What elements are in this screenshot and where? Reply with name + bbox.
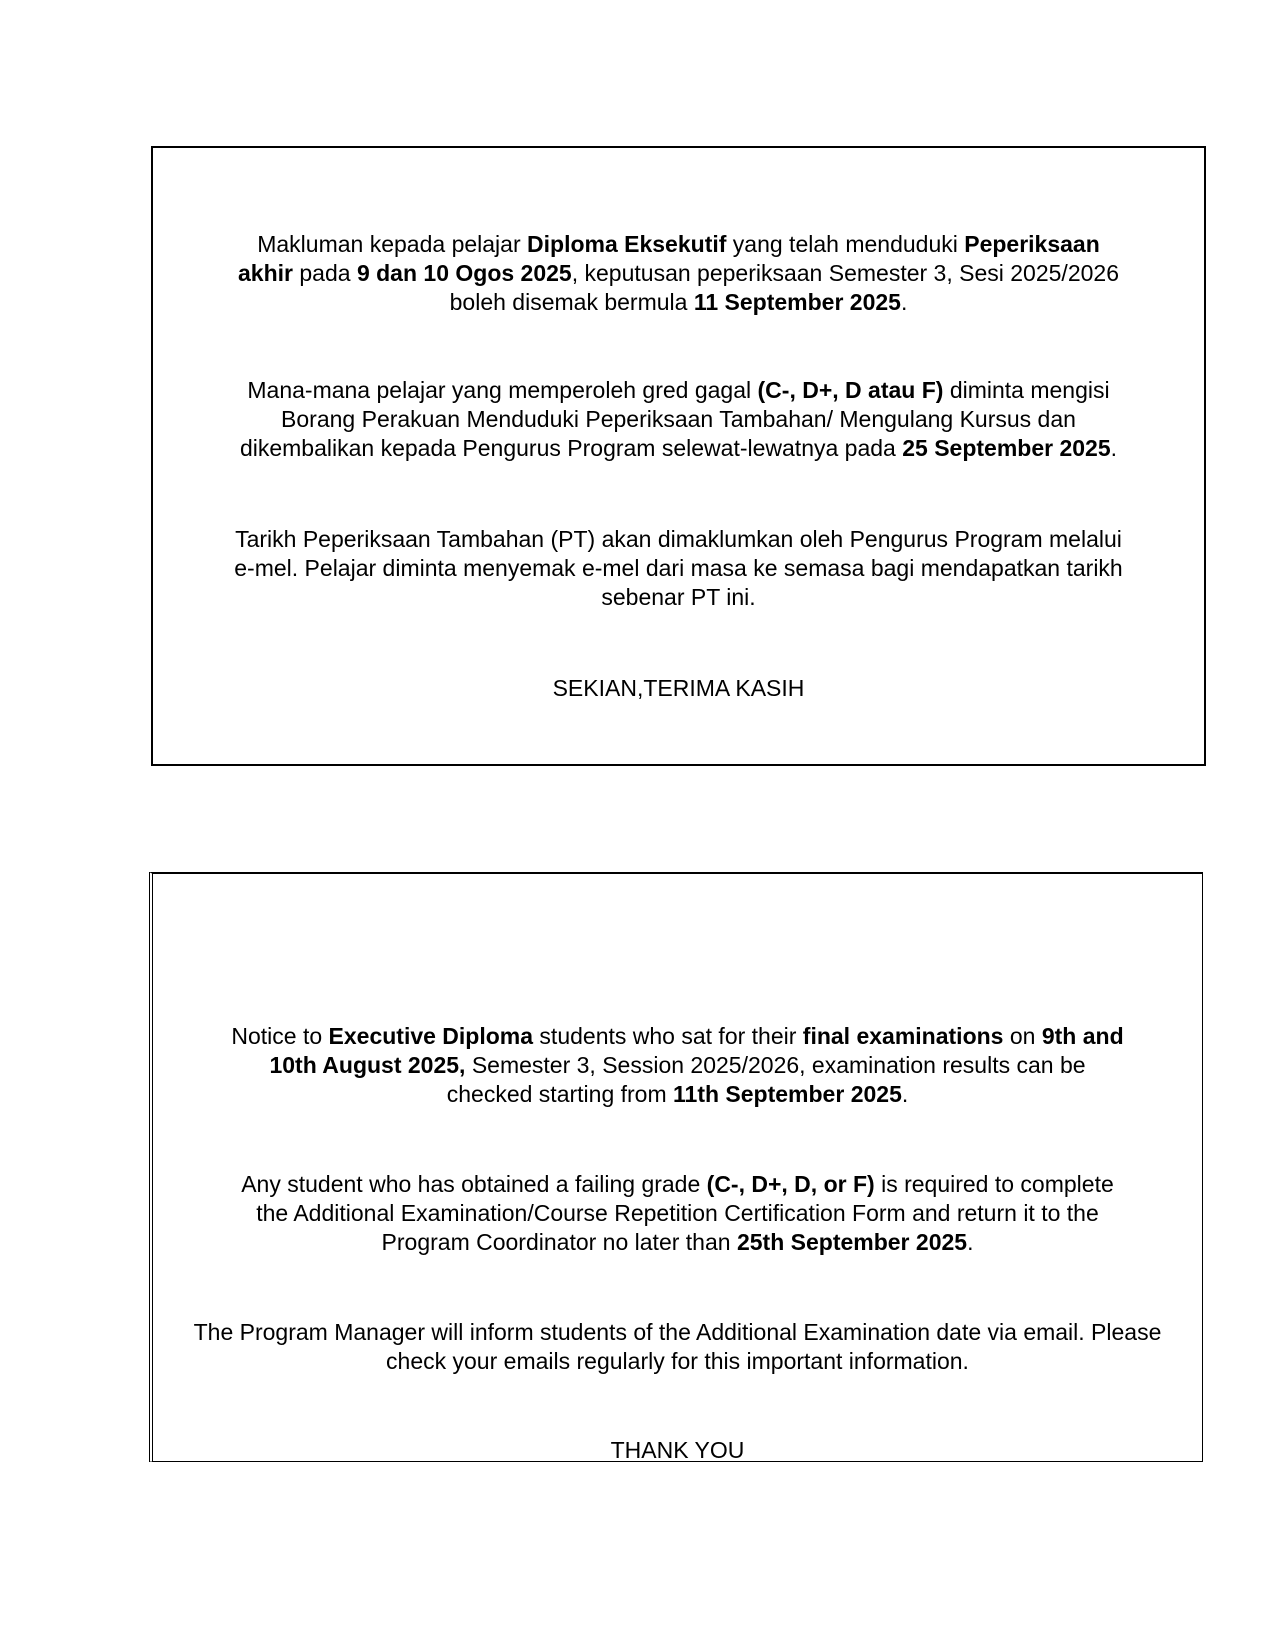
bold-text: 25th September 2025 bbox=[736, 1229, 968, 1255]
bold-text: final examinations bbox=[802, 1023, 1004, 1049]
text: check your emails regularly for this important information. bbox=[386, 1348, 969, 1374]
text: the Additional Examination/Course Repetition Certification Form and return it to the bbox=[256, 1200, 1099, 1226]
text: , keputusan peperiksaan Semester 3, Sesi 2025/2026 bbox=[571, 260, 1119, 286]
bold-text: Diploma Eksekutif bbox=[527, 231, 727, 257]
bold-text: (C-, D+, D, or F) bbox=[706, 1171, 875, 1197]
text: . bbox=[1110, 435, 1118, 461]
text: . bbox=[901, 1081, 909, 1107]
text: Makluman kepada pelajar bbox=[257, 231, 528, 257]
notice-box-malay bbox=[151, 146, 1206, 766]
text: yang telah menduduki bbox=[726, 231, 965, 257]
notice-paragraph-results-ms bbox=[153, 230, 1204, 317]
notice-box-english bbox=[149, 872, 1203, 1462]
text: on bbox=[1003, 1023, 1042, 1049]
text: sebenar PT ini. bbox=[601, 584, 756, 610]
text: Notice to bbox=[231, 1023, 329, 1049]
bold-text: Peperiksaan bbox=[964, 231, 1100, 257]
text: diminta mengisi bbox=[943, 377, 1110, 403]
bold-text: 9 dan 10 Ogos 2025 bbox=[356, 260, 572, 286]
closing-text-en: THANK YOU bbox=[610, 1437, 745, 1463]
text: e-mel. Pelajar diminta menyemak e-mel dari masa ke semasa bagi mendapatkan tarikh bbox=[234, 555, 1123, 581]
text: . bbox=[900, 289, 908, 315]
text: boleh disemak bermula bbox=[449, 289, 694, 315]
bold-text: 11 September 2025 bbox=[693, 289, 901, 315]
bold-text: Executive Diploma bbox=[328, 1023, 534, 1049]
bold-text: (C-, D+, D atau F) bbox=[757, 377, 944, 403]
bold-text: 10th August 2025, bbox=[269, 1052, 466, 1078]
bold-text: 25 September 2025 bbox=[902, 435, 1111, 461]
bold-text: 11th September 2025 bbox=[673, 1081, 902, 1107]
notice-paragraph-failing-ms bbox=[153, 376, 1204, 463]
text: The Program Manager will inform students of the Additional Examination date via email. Please bbox=[193, 1319, 1162, 1345]
bold-text: 9th and bbox=[1041, 1023, 1124, 1049]
notice-paragraph-failing-en bbox=[153, 1170, 1202, 1257]
notice-paragraph-exam-date-en bbox=[149, 1318, 1206, 1376]
bold-text: akhir bbox=[238, 260, 293, 286]
text: Borang Perakuan Menduduki Peperiksaan Tambahan/ Mengulang Kursus dan bbox=[281, 406, 1076, 432]
closing-text-ms: SEKIAN,TERIMA KASIH bbox=[552, 675, 805, 701]
notice-paragraph-results-en bbox=[153, 1022, 1202, 1109]
text: is required to complete bbox=[874, 1171, 1114, 1197]
text: students who sat for their bbox=[533, 1023, 803, 1049]
text: Mana-mana pelajar yang memperoleh gred gagal bbox=[247, 377, 758, 403]
text: Program Coordinator no later than bbox=[381, 1229, 737, 1255]
text: Any student who has obtained a failing grade bbox=[241, 1171, 707, 1197]
notice-paragraph-exam-date-ms bbox=[153, 525, 1204, 612]
text: checked starting from bbox=[446, 1081, 674, 1107]
text: Tarikh Peperiksaan Tambahan (PT) akan dimaklumkan oleh Pengurus Program melalui bbox=[235, 526, 1122, 552]
text: dikembalikan kepada Pengurus Program selewat-lewatnya pada bbox=[239, 435, 903, 461]
text: Semester 3, Session 2025/2026, examination results can be bbox=[465, 1052, 1086, 1078]
text: pada bbox=[293, 260, 357, 286]
text: . bbox=[967, 1229, 974, 1255]
